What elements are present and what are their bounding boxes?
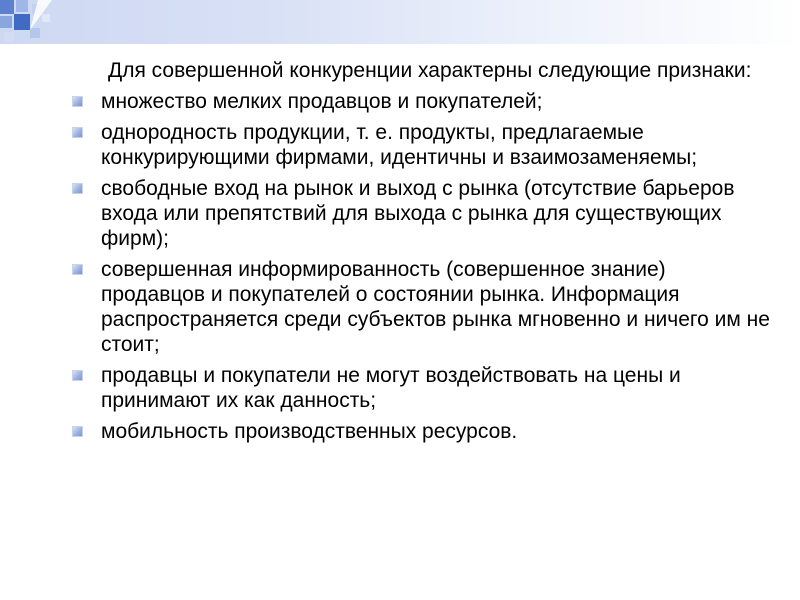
list-item: [70, 120, 770, 170]
square-bullet-icon: [72, 264, 83, 275]
list-item: [70, 419, 770, 444]
square-bullet-icon: [72, 370, 83, 381]
bullet-text: совершенная информированность (совершенное знание) продавцов и покупателей о состоянии рынка. Информация распространяется среди субъектов рынка мгновенно и ничего им не стоит;: [101, 258, 770, 356]
list-item: [70, 363, 770, 413]
bullet-list: [70, 89, 770, 444]
square-bullet-icon: [72, 426, 83, 437]
corner-squares-logo-icon: [0, 0, 60, 50]
bullet-text: мобильность производственных ресурсов.: [101, 420, 518, 443]
list-item: [70, 176, 770, 251]
bullet-text: продавцы и покупатели не могут воздействовать на цены и принимают их как данность;: [101, 364, 681, 412]
bullet-text: свободные вход на рынок и выход с рынка (отсутствие барьеров входа или препятствий для выхода с рынка для существующих фирм);: [101, 177, 735, 250]
bullet-text: однородность продукции, т. е. продукты, предлагаемые конкурирующими фирмами, идентичны и взаимозаменяемы;: [101, 121, 698, 169]
bullet-text: множество мелких продавцов и покупателей;: [101, 90, 543, 113]
list-item: [70, 257, 770, 357]
square-bullet-icon: [72, 96, 83, 107]
square-bullet-icon: [72, 127, 83, 138]
header-gradient-band: [0, 0, 800, 44]
slide-content: [70, 58, 770, 450]
list-item: [70, 89, 770, 114]
square-bullet-icon: [72, 183, 83, 194]
intro-text: Для совершенной конкуренции характерны следующие признаки:: [108, 59, 752, 82]
